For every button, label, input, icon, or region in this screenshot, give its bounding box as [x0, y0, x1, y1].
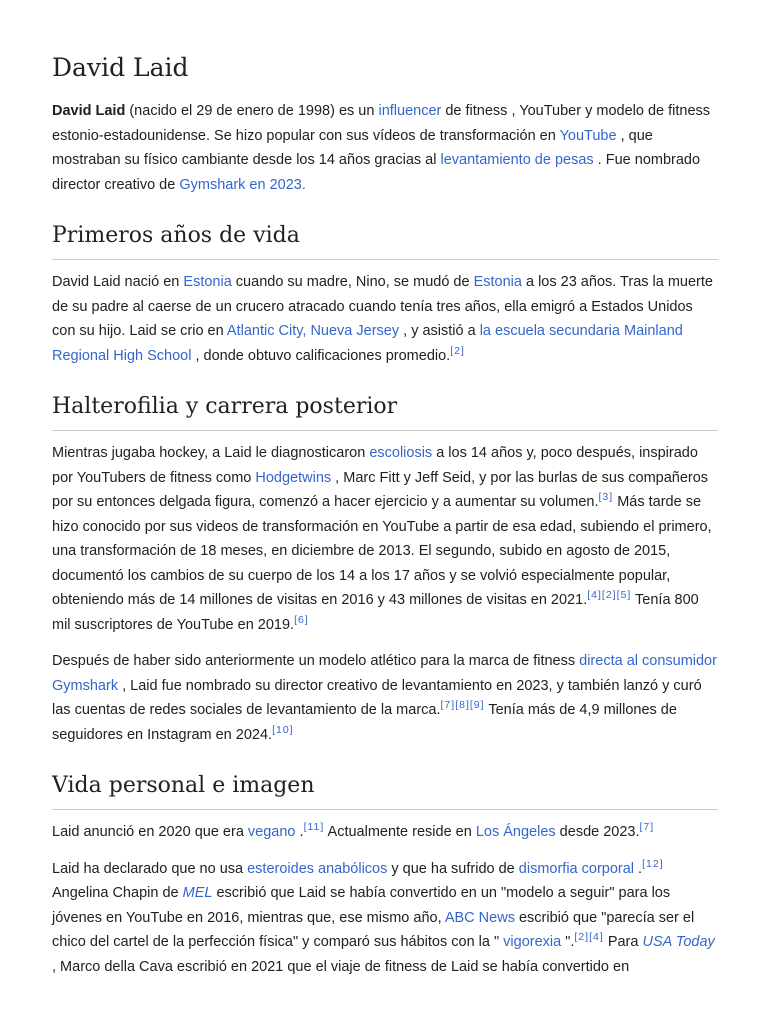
link-los-angeles[interactable]: Los Ángeles: [475, 824, 556, 840]
text-run: .: [634, 860, 643, 877]
citation-ref[interactable]: [7]: [440, 699, 456, 712]
section-paragraph: [52, 649, 718, 747]
citation-ref[interactable]: [5]: [616, 589, 632, 602]
text-run: Más tarde se hizo conocido por sus videos de transformación en YouTube a partir de esa edad, subiendo el primero, una transformación de 18 meses, en diciembre de 2013. El segundo, subido en agosto de 2015, documentó los cambios de su cuerpo de los 14 a los 17 años y se volvió especialmente popular, obteniendo más de 14 millones de visitas en 2016 y 43 millones de visitas en 2021.: [52, 494, 712, 608]
text-run: Tenía más de 4,9 millones de seguidores en Instagram en 2024.: [52, 702, 677, 743]
link-esteroides-anabolicos[interactable]: esteroides anabólicos: [247, 860, 388, 877]
citation-ref[interactable]: [9]: [469, 699, 485, 712]
text-run: Laid anunció en 2020 que era: [52, 824, 248, 840]
section-paragraph: [52, 270, 718, 368]
citation-ref[interactable]: [6]: [294, 613, 309, 626]
link-vegano[interactable]: vegano: [247, 824, 296, 840]
link-usa-today-text: USA Today: [642, 934, 715, 950]
citation-ref[interactable]: [3]: [598, 491, 614, 504]
text-run: , Laid fue nombrado su director creativo de levantamiento en 2023, y también lanzó y curó las cuentas de redes sociales de levantamiento de la marca.: [52, 677, 702, 718]
text-run: Para: [603, 934, 643, 950]
text-run: a los 14 años y, poco después, inspirado por YouTubers de fitness como: [52, 445, 698, 486]
section-heading-primeros-anos: Primeros años de vida: [52, 221, 718, 260]
citation-ref[interactable]: [12]: [642, 857, 664, 870]
text-run: , Marco della Cava escribió en 2021 que el viaje de fitness de Laid se había convertido en: [52, 958, 630, 975]
text-run: Actualmente reside en: [324, 824, 476, 840]
citation-ref[interactable]: [2]: [601, 589, 617, 602]
text-run: Tenía 800 mil suscriptores de YouTube en 2019.: [52, 592, 699, 633]
citation-ref[interactable]: [4]: [589, 931, 604, 944]
text-run: Angelina Chapin de: [52, 885, 183, 901]
link-estonia[interactable]: Estonia: [473, 274, 522, 290]
text-run: Mientras jugaba hockey, a Laid le diagnosticaron: [52, 445, 370, 461]
text-run: Después de haber sido anteriormente un modelo atlético para la marca de fitness: [52, 653, 580, 669]
section-heading-halterofilia: Halterofilia y carrera posterior: [52, 392, 718, 431]
text-run: y que ha sufrido de: [387, 860, 519, 877]
citation-ref[interactable]: [7]: [639, 821, 655, 834]
link-gymshark[interactable]: directa al consumidor Gymshark: [52, 653, 717, 694]
text-run: , y asistió a: [399, 323, 480, 339]
citation-ref[interactable]: [11]: [303, 821, 325, 834]
link-dismorfia-corporal[interactable]: dismorfia corporal: [518, 860, 635, 877]
text-run: ".: [561, 934, 575, 950]
section-paragraph: [52, 857, 718, 980]
link-estonia[interactable]: Estonia: [183, 274, 232, 290]
link-vigorexia[interactable]: vigorexia: [503, 934, 562, 950]
link-levantamiento-de-pesas[interactable]: levantamiento de pesas: [440, 152, 594, 168]
text-run: . Fue nombrado director creativo de: [52, 152, 701, 193]
link-youtube[interactable]: YouTube: [559, 127, 617, 144]
text-run: David Laid nació en: [52, 274, 184, 290]
citation-ref[interactable]: [10]: [272, 723, 294, 736]
section-paragraph: [52, 441, 718, 637]
article-content: [52, 52, 718, 979]
text-run: (nacido el 29 de enero de 1998) es un: [125, 103, 379, 119]
citation-ref[interactable]: [2]: [450, 344, 465, 357]
page-title: David Laid: [52, 53, 189, 82]
text-run: , donde obtuvo calificaciones promedio.: [191, 347, 451, 364]
text-run: escribió que Laid se había convertido en un "modelo a seguir" para los jóvenes en YouTube en 2016, mientras que, ese mismo año,: [52, 885, 671, 926]
link-mel-text: MEL: [182, 885, 213, 901]
section-heading-vida-personal: Vida personal e imagen: [52, 771, 718, 810]
link-influencer[interactable]: influencer: [378, 103, 442, 119]
link-hodgetwins[interactable]: Hodgetwins: [255, 469, 332, 486]
section-paragraph: [52, 820, 718, 845]
link-usa-today[interactable]: [642, 934, 714, 950]
citation-ref[interactable]: [2]: [574, 931, 590, 944]
text-run: Laid ha declarado que no usa: [52, 860, 248, 877]
link-atlantic-city[interactable]: Atlantic City, Nueva Jersey: [226, 323, 400, 339]
subject-name: David Laid: [52, 103, 126, 119]
text-run: a los 23 años. Tras la muerte de su padre al caerse de un crucero atracado cuando tenía tres años, ella emigró a Estados Unidos con su hijo. Laid se crio en: [52, 274, 713, 339]
citation-ref[interactable]: [8]: [455, 699, 470, 712]
text-run: cuando su madre, Nino, se mudó de: [231, 274, 474, 290]
text-run: .: [295, 824, 304, 840]
text-run: , que mostraban su físico cambiante desde los 14 años gracias al: [52, 127, 653, 168]
text-run: de fitness , YouTuber y modelo de fitness estonio-estadounidense. Se hizo popular con sus vídeos de transformación en: [52, 103, 711, 144]
text-run: escribió que "parecía ser el chico del cartel de la perfección física" y comparó sus hábitos con la ": [52, 909, 695, 950]
citation-ref[interactable]: [4]: [587, 589, 602, 602]
link-mainland-regional[interactable]: la escuela secundaria Mainland Regional High School: [52, 323, 683, 364]
link-mel[interactable]: [183, 885, 213, 901]
link-escoliosis[interactable]: escoliosis: [369, 445, 433, 461]
text-run: desde 2023.: [555, 824, 640, 840]
link-gymshark-2023[interactable]: Gymshark en 2023.: [179, 176, 306, 193]
link-abc-news[interactable]: ABC News: [444, 909, 515, 926]
intro-paragraph: [52, 99, 718, 197]
text-run: , Marc Fitt y Jeff Seid, y por las burlas de sus compañeros por su entonces delgada figura, comenzó a hacer ejercicio y a aumentar su volumen.: [52, 469, 709, 510]
